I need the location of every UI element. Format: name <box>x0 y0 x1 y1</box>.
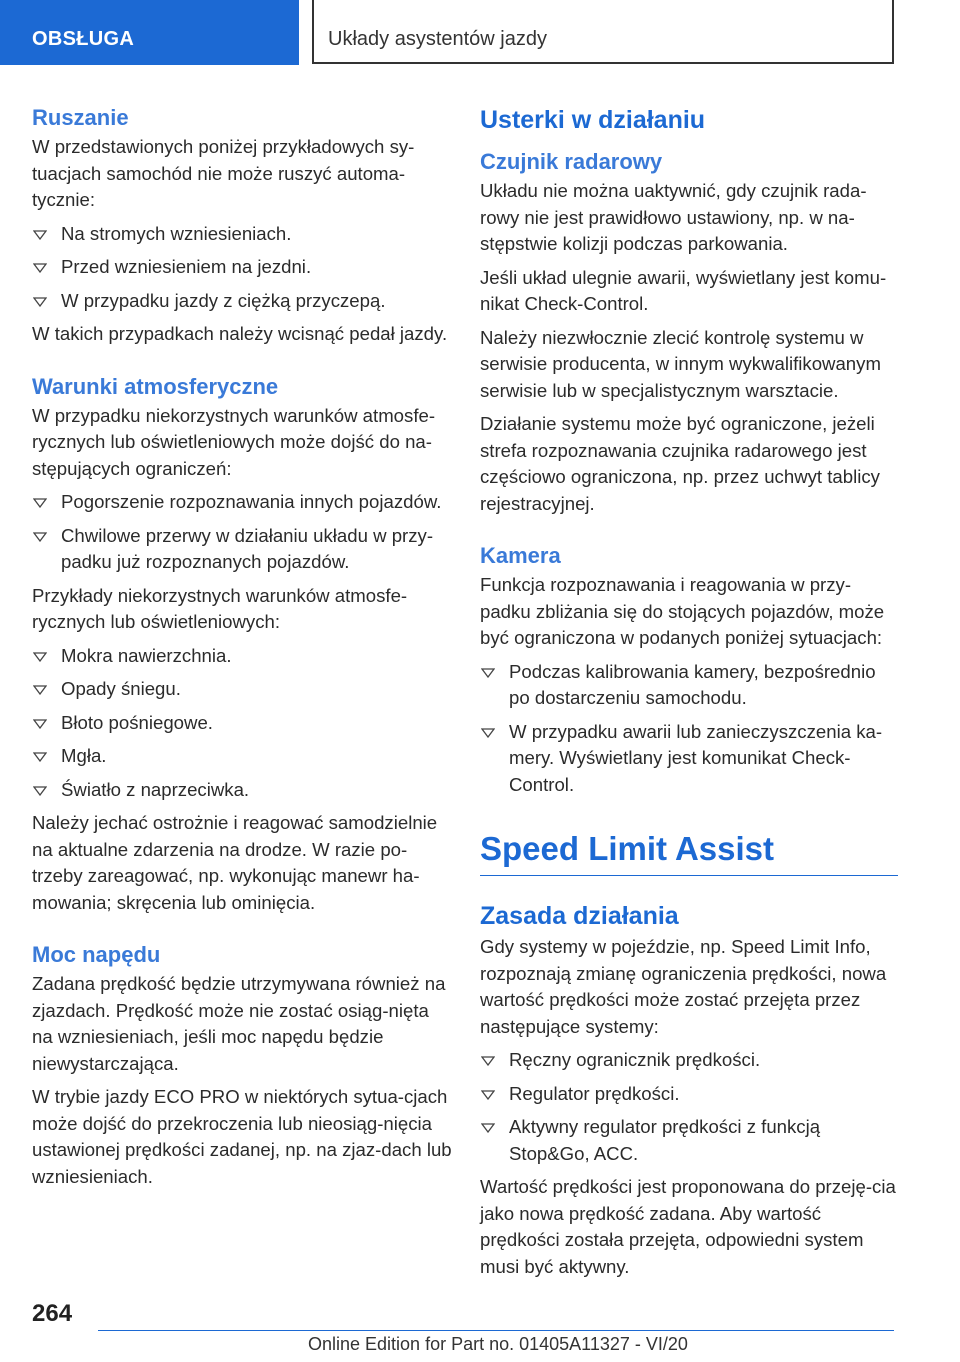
list-item-text: Światło z naprzeciwka. <box>61 778 250 800</box>
triangle-bullet-icon <box>480 1114 496 1140</box>
list-item <box>480 719 898 799</box>
left-column <box>32 102 452 1197</box>
heading-usterki: Usterki w działaniu <box>480 106 706 134</box>
triangle-bullet-icon <box>32 288 48 314</box>
list-item <box>32 743 452 770</box>
edition-note: Online Edition for Part no. 01405A11327 - VI/20 <box>308 1334 688 1354</box>
paragraph: Wartość prędkości jest proponowana do przeję-cia jako nowa prędkość zadana. Aby wartość prędkości została przejęta, odpowiedni system musi być aktywny. <box>480 1176 896 1277</box>
chapter-title: Układy asystentów jazdy <box>328 28 547 50</box>
list-item <box>32 254 452 281</box>
list-item-text: Błoto pośniegowe. <box>61 711 213 733</box>
list-item <box>32 676 452 703</box>
paragraph: W przedstawionych poniżej przykładowych sy-tuacjach samochód nie może ruszyć automa-tycznie: <box>32 136 415 210</box>
paragraph: Układu nie można uaktywnić, gdy czujnik rada-rowy nie jest prawidłowo ustawiony, np. w na-stępstwie kolizji podczas parkowania. <box>480 180 867 254</box>
triangle-bullet-icon <box>32 676 48 702</box>
triangle-bullet-icon <box>32 743 48 769</box>
triangle-bullet-icon <box>32 489 48 515</box>
paragraph: Gdy systemy w pojeździe, np. Speed Limit Info, rozpoznają zmianę ograniczenia prędkości, nowa wartość prędkości może zostać przejęta przez następujące systemy: <box>480 936 887 1037</box>
triangle-bullet-icon <box>480 1047 496 1073</box>
list-item-text: Opady śniegu. <box>61 678 181 699</box>
list-item-text: Pogorszenie rozpoznawania innych pojazdów. <box>61 491 442 512</box>
bullet-list <box>32 221 452 315</box>
triangle-bullet-icon <box>32 523 48 549</box>
footer-divider <box>98 1330 894 1331</box>
page-number: 264 <box>32 1300 73 1327</box>
list-item-text: Na stromych wzniesieniach. <box>61 222 292 244</box>
list-item-text: Ręczny ogranicznik prędkości. <box>509 1049 761 1070</box>
paragraph: W takich przypadkach należy wcisnąć pedał jazdy. <box>32 323 448 344</box>
list-item <box>480 659 898 712</box>
paragraph: W przypadku niekorzystnych warunków atmosfe-rycznych lub oświetleniowych może dojść do na-stępujących ograniczeń: <box>32 404 436 479</box>
triangle-bullet-icon <box>480 659 496 685</box>
triangle-bullet-icon <box>32 643 48 669</box>
list-item-text: Chwilowe przerwy w działaniu układu w przy-padku już rozpoznanych pojazdów. <box>61 524 434 572</box>
heading-moc: Moc napędu <box>32 942 161 967</box>
list-item <box>32 221 452 248</box>
triangle-bullet-icon <box>32 221 48 247</box>
list-item-text: Przed wzniesieniem na jezdni. <box>61 256 312 277</box>
list-item <box>480 1081 898 1108</box>
triangle-bullet-icon <box>32 777 48 803</box>
list-item <box>32 710 452 737</box>
list-item <box>480 1114 898 1167</box>
list-item-text: Regulator prędkości. <box>509 1082 680 1104</box>
list-item <box>32 489 452 516</box>
list-item-text: Mokra nawierzchnia. <box>61 644 232 666</box>
triangle-bullet-icon <box>32 254 48 280</box>
list-item-text: Podczas kalibrowania kamery, bezpośrednio po dostarczeniu samochodu. <box>509 660 876 708</box>
triangle-bullet-icon <box>480 1081 496 1107</box>
paragraph: Zadana prędkość będzie utrzymywana również na zjazdach. Prędkość może nie zostać osiąg-nięta na wzniesieniach, jeśli moc napędu będzie niewystarczająca. <box>32 973 446 1074</box>
heading-czujnik-radarowy: Czujnik radarowy <box>480 149 663 174</box>
heading-warunki: Warunki atmosferyczne <box>32 373 279 399</box>
heading-speed-limit-assist: Speed Limit Assist <box>480 827 898 876</box>
heading-zasada-dzialania: Zasada działania <box>480 902 679 930</box>
bullet-list <box>32 643 452 804</box>
list-item <box>32 777 452 804</box>
list-item <box>32 643 452 670</box>
heading-ruszanie: Ruszanie <box>32 105 129 130</box>
list-item-text: Aktywny regulator prędkości z funkcją Stop&Go, ACC. <box>509 1116 821 1164</box>
section-title: OBSŁUGA <box>32 28 135 50</box>
paragraph: Przykłady niekorzystnych warunków atmosfe-rycznych lub oświetleniowych: <box>32 584 408 632</box>
paragraph: Należy niezwłocznie zlecić kontrolę systemu w serwisie producenta, w innym wykwalifikowanym serwisie lub w specjalistycznym warsztacie. <box>480 326 881 401</box>
paragraph: Działanie systemu może być ograniczone, jeżeli strefa rozpoznawania czujnika radarowego jest częściowo ograniczona, np. przez uchwyt tablicy rejestracyjnej. <box>480 413 880 514</box>
paragraph: Należy jechać ostrożnie i reagować samodzielnie na aktualne zdarzenia na drodze. W razie po-trzeby zareagować, np. wykonując manewr ha-mowania; skręcenia lub ominięcia. <box>32 812 438 913</box>
triangle-bullet-icon <box>32 710 48 736</box>
paragraph: W trybie jazdy ECO PRO w niektórych sytua-cjach może dojść do przekroczenia lub nieosiąg-nięcia ustawionej prędkości zadanej, np. na zjaz-dach lub wzniesieniach. <box>32 1086 452 1187</box>
triangle-bullet-icon <box>480 719 496 745</box>
bullet-list <box>32 489 452 576</box>
bullet-list <box>480 1047 898 1167</box>
heading-kamera: Kamera <box>480 543 561 568</box>
chapter-tab <box>312 0 894 64</box>
list-item <box>480 1047 898 1074</box>
paragraph: Funkcja rozpoznawania i reagowania w przy-padku zbliżania się do stojących pojazdów, może być ograniczona w podanych poniżej sytuacjach: <box>480 574 885 648</box>
list-item-text: Mgła. <box>61 745 107 766</box>
paragraph: Jeśli układ ulegnie awarii, wyświetlany jest komu-nikat Check-Control. <box>480 266 887 314</box>
list-item-text: W przypadku jazdy z ciężką przyczepą. <box>61 289 386 311</box>
list-item-text: W przypadku awarii lub zanieczyszczenia ka-mery. Wyświetlany jest komunikat Check-Control. <box>509 720 883 795</box>
list-item <box>32 288 452 315</box>
bullet-list <box>480 659 898 799</box>
right-column <box>480 102 898 1287</box>
section-tab <box>0 0 299 65</box>
list-item <box>32 523 452 576</box>
